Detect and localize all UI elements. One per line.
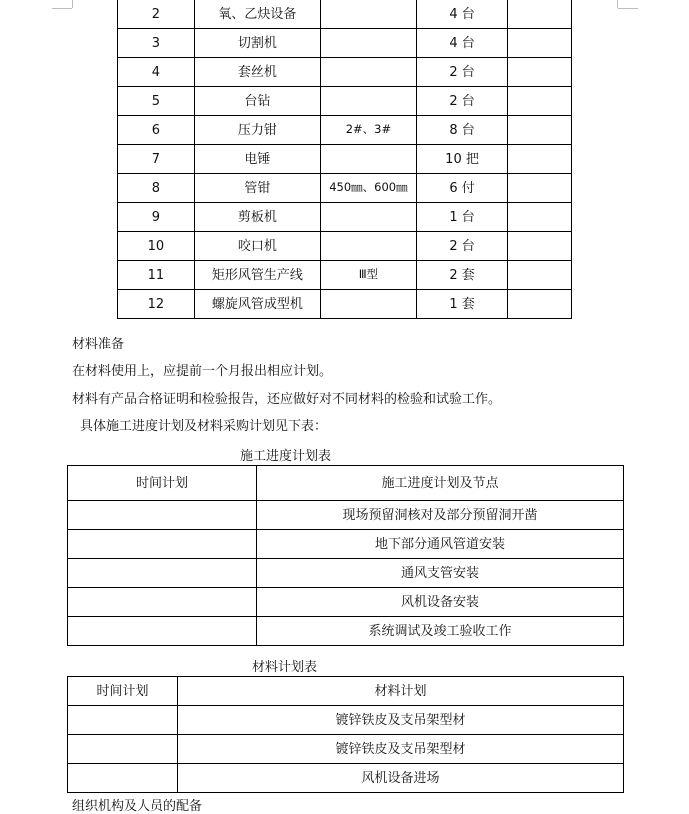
- equipment-quantity: 1 套: [416, 290, 508, 319]
- time-plan-cell: [68, 735, 178, 764]
- schedule-table-body: [68, 466, 624, 646]
- next-section-heading-cut: 组织机构及人员的配备: [72, 799, 203, 814]
- plan-item-cell: 地下部分通风管道安装: [257, 530, 624, 559]
- equipment-name: 套丝机: [194, 58, 320, 87]
- equipment-quantity: 2 套: [416, 261, 508, 290]
- equipment-spec: [321, 58, 417, 87]
- table-row: [68, 735, 624, 764]
- equipment-note: [508, 174, 572, 203]
- table-row: [68, 764, 624, 793]
- equipment-spec: 450㎜、600㎜: [321, 174, 417, 203]
- equipment-spec: [321, 232, 417, 261]
- time-plan-cell: [68, 588, 257, 617]
- table-row: [68, 530, 624, 559]
- equipment-number: 8: [118, 174, 195, 203]
- table-row: [68, 501, 624, 530]
- equipment-number: 11: [118, 261, 195, 290]
- table-row: [118, 232, 572, 261]
- equipment-name: 电锤: [194, 145, 320, 174]
- equipment-quantity: 1 台: [416, 203, 508, 232]
- equipment-number: 9: [118, 203, 195, 232]
- equipment-number: 3: [118, 29, 195, 58]
- table-row: [118, 174, 572, 203]
- equipment-note: [508, 145, 572, 174]
- plan-item-cell: 镀锌铁皮及支吊架型材: [178, 706, 624, 735]
- table-row: [68, 588, 624, 617]
- crop-mark-right-h: [618, 8, 638, 9]
- schedule-header-item: 施工进度计划及节点: [257, 466, 624, 501]
- section-heading-materials: 材料准备: [72, 337, 125, 352]
- paragraph-material-plan: 在材料使用上，应提前一个月报出相应计划。: [72, 364, 333, 379]
- equipment-name: 剪板机: [194, 203, 320, 232]
- time-plan-cell: [68, 501, 257, 530]
- equipment-note: [508, 87, 572, 116]
- equipment-note: [508, 29, 572, 58]
- equipment-quantity: 2 台: [416, 58, 508, 87]
- equipment-table-body: [118, 0, 572, 319]
- equipment-note: [508, 116, 572, 145]
- table-row: [68, 706, 624, 735]
- equipment-note: [508, 290, 572, 319]
- paragraph-material-inspection: 材料有产品合格证明和检验报告，还应做好对不同材料的检验和试验工作。: [72, 392, 502, 407]
- equipment-quantity: 4 台: [416, 29, 508, 58]
- plan-item-cell: 风机设备安装: [257, 588, 624, 617]
- material-header-item: 材料计划: [178, 677, 624, 706]
- equipment-spec: [321, 290, 417, 319]
- table-row: [118, 87, 572, 116]
- equipment-spec: [321, 29, 417, 58]
- equipment-quantity: 2 台: [416, 232, 508, 261]
- equipment-spec: Ⅲ型: [321, 261, 417, 290]
- equipment-number: 2: [118, 0, 195, 29]
- equipment-spec: [321, 0, 417, 29]
- crop-mark-right-v: [617, 0, 618, 8]
- equipment-note: [508, 232, 572, 261]
- equipment-name: 氧、乙炔设备: [194, 0, 320, 29]
- material-table: [67, 676, 624, 793]
- equipment-table: [117, 0, 572, 319]
- schedule-table-caption: 施工进度计划表: [240, 449, 332, 464]
- equipment-name: 台钻: [194, 87, 320, 116]
- equipment-quantity: 10 把: [416, 145, 508, 174]
- equipment-number: 12: [118, 290, 195, 319]
- table-row: [118, 116, 572, 145]
- time-plan-cell: [68, 559, 257, 588]
- material-table-body: [68, 677, 624, 793]
- equipment-name: 矩形风管生产线: [194, 261, 320, 290]
- material-header-row: [68, 677, 624, 706]
- table-row: [118, 29, 572, 58]
- schedule-table: [67, 465, 624, 646]
- equipment-name: 压力钳: [194, 116, 320, 145]
- plan-item-cell: 通风支管安装: [257, 559, 624, 588]
- table-row: [118, 145, 572, 174]
- plan-item-cell: 现场预留洞核对及部分预留洞开凿: [257, 501, 624, 530]
- table-row: [118, 261, 572, 290]
- equipment-number: 10: [118, 232, 195, 261]
- equipment-spec: [321, 203, 417, 232]
- time-plan-cell: [68, 617, 257, 646]
- table-row: [118, 290, 572, 319]
- equipment-note: [508, 261, 572, 290]
- equipment-name: 管钳: [194, 174, 320, 203]
- material-table-caption: 材料计划表: [252, 660, 318, 675]
- equipment-spec: 2#、3#: [321, 116, 417, 145]
- equipment-quantity: 6 付: [416, 174, 508, 203]
- equipment-note: [508, 58, 572, 87]
- equipment-quantity: 4 台: [416, 0, 508, 29]
- plan-item-cell: 镀锌铁皮及支吊架型材: [178, 735, 624, 764]
- equipment-number: 4: [118, 58, 195, 87]
- table-row: [68, 559, 624, 588]
- equipment-spec: [321, 145, 417, 174]
- crop-mark-left-h: [52, 8, 72, 9]
- time-plan-cell: [68, 764, 178, 793]
- schedule-header-time: 时间计划: [68, 466, 257, 501]
- crop-mark-left-v: [72, 0, 73, 8]
- equipment-name: 螺旋风管成型机: [194, 290, 320, 319]
- table-row: [118, 58, 572, 87]
- equipment-note: [508, 203, 572, 232]
- plan-item-cell: 风机设备进场: [178, 764, 624, 793]
- table-row: [68, 617, 624, 646]
- time-plan-cell: [68, 530, 257, 559]
- equipment-note: [508, 0, 572, 29]
- material-header-time: 时间计划: [68, 677, 178, 706]
- equipment-quantity: 2 台: [416, 87, 508, 116]
- table-row: [118, 0, 572, 29]
- equipment-quantity: 8 台: [416, 116, 508, 145]
- time-plan-cell: [68, 706, 178, 735]
- equipment-number: 5: [118, 87, 195, 116]
- paragraph-schedule-intro: 具体施工进度计划及材料采购计划见下表：: [80, 419, 328, 434]
- equipment-number: 7: [118, 145, 195, 174]
- schedule-header-row: [68, 466, 624, 501]
- equipment-name: 咬口机: [194, 232, 320, 261]
- equipment-spec: [321, 87, 417, 116]
- table-row: [118, 203, 572, 232]
- equipment-name: 切割机: [194, 29, 320, 58]
- equipment-number: 6: [118, 116, 195, 145]
- plan-item-cell: 系统调试及竣工验收工作: [257, 617, 624, 646]
